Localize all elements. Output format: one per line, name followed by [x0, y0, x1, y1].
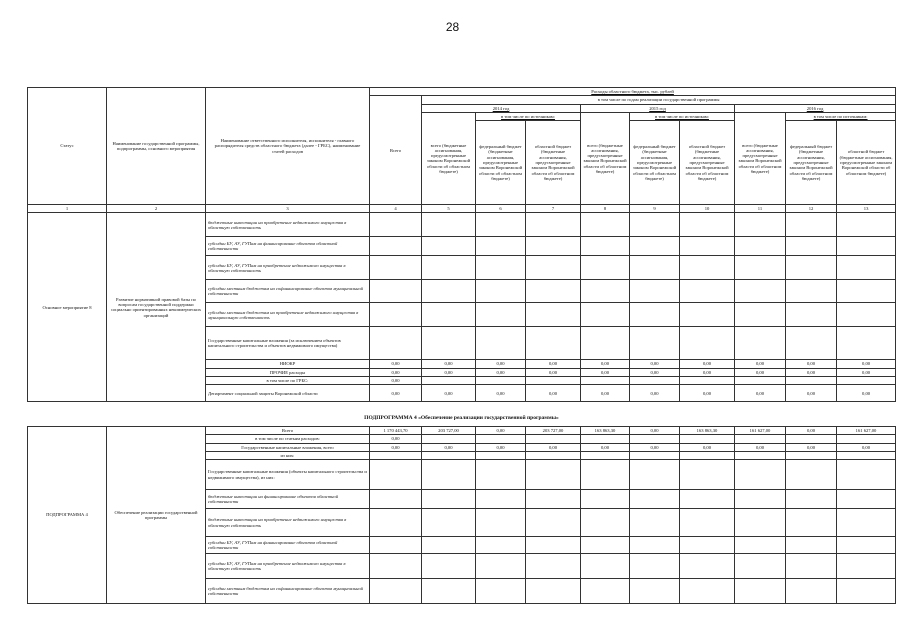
table-cell	[735, 327, 786, 360]
col-num: 6	[476, 205, 526, 213]
table-cell	[735, 579, 786, 604]
col-num: 2	[107, 205, 206, 213]
table-cell: 1 170 443,70	[370, 427, 422, 435]
expense-item: субсидии местным бюджетам на приобретение недвижимого имущества в муниципальную собственность	[206, 303, 370, 327]
table-cell	[526, 280, 581, 303]
table-cell: 0,00	[630, 368, 680, 376]
table-cell	[422, 237, 476, 256]
table-cell: 0,00	[837, 360, 896, 368]
col-num: 12	[786, 205, 837, 213]
table-cell	[370, 280, 422, 303]
table-cell	[630, 327, 680, 360]
table-cell	[680, 537, 735, 554]
table-cell	[735, 280, 786, 303]
table-cell: 0,00	[630, 385, 680, 402]
table-cell: 163 863,30	[680, 427, 735, 435]
table-cell	[735, 256, 786, 280]
table-cell	[735, 490, 786, 509]
header-sources: в том числе по источникам:	[476, 112, 581, 120]
table-cell: 0,00	[581, 385, 630, 402]
table-cell: 0,00	[735, 443, 786, 451]
expense-item: Государственные капитальные вложения (объекты капитального строительства и недвижимого имущества), из них:	[206, 460, 370, 490]
table-cell	[370, 256, 422, 280]
table-cell	[581, 376, 630, 384]
table-cell: 0,00	[786, 385, 837, 402]
table-cell	[526, 554, 581, 579]
table-cell	[422, 303, 476, 327]
expense-item: бюджетные инвестиции на приобретение недвижимого имущества в областную собственность	[206, 213, 370, 237]
table-cell	[581, 280, 630, 303]
table-cell: 0,00	[526, 385, 581, 402]
table-cell: 0,00	[630, 427, 680, 435]
table-cell	[422, 490, 476, 509]
table-cell: 203 727,00	[526, 427, 581, 435]
col-num: 11	[735, 205, 786, 213]
table-cell	[370, 327, 422, 360]
table-cell	[680, 490, 735, 509]
table-cell	[680, 460, 735, 490]
row-label: ПРОЧИЕ расходы	[206, 368, 370, 376]
table-cell	[422, 460, 476, 490]
table-cell	[680, 256, 735, 280]
table-cell	[680, 327, 735, 360]
table-cell	[680, 435, 735, 443]
table-cell	[476, 451, 526, 459]
table-cell: 0,00	[837, 443, 896, 451]
header-col-fed: федеральный бюджет (бюджетные ассигнования, предусмотренные законом Воронежской области об областном бюджете)	[786, 121, 837, 205]
table-cell	[526, 537, 581, 554]
header-year-2014: 2014 год	[422, 104, 581, 112]
table-cell: 0,00	[526, 360, 581, 368]
table-cell	[422, 327, 476, 360]
table-cell	[422, 537, 476, 554]
header-executor: Наименование ответственного исполнителя, исполнителя - главного распорядителя средств областного бюджета (далее - ГРБС), наименование статей расходов	[206, 88, 370, 205]
row-label: Департамент социальной защиты Воронежской области	[206, 385, 370, 402]
expense-item: Государственные капитальные вложения (за исключением объектов капитального строительства и объектов недвижимого имущества)	[206, 327, 370, 360]
table-cell: 0,00	[786, 443, 837, 451]
header-total: Всего	[370, 96, 422, 205]
table-cell	[837, 256, 896, 280]
table-cell	[476, 537, 526, 554]
header-col-reg: областной бюджет (бюджетные ассигнования, предусмотренные законом Воронежской области об областном бюджете)	[837, 121, 896, 205]
table-cell	[581, 451, 630, 459]
table-cell	[837, 327, 896, 360]
table-row	[28, 88, 896, 96]
table-cell	[786, 435, 837, 443]
table-cell	[680, 451, 735, 459]
table-cell	[786, 451, 837, 459]
table-cell	[422, 256, 476, 280]
table-cell	[680, 213, 735, 237]
table-cell	[786, 303, 837, 327]
table-cell: 161 627,00	[837, 427, 896, 435]
table-cell	[735, 537, 786, 554]
table-cell	[680, 376, 735, 384]
table-cell: 0,00	[476, 427, 526, 435]
header-col-reg: областной бюджет (бюджетные ассигнования, предусмотренные законом Воронежской области об областном бюджете)	[680, 121, 735, 205]
table-cell	[735, 460, 786, 490]
table-cell: 0,00	[630, 443, 680, 451]
header-expenses: Расходы областного бюджета, тыс. рублей	[370, 88, 896, 96]
row-label: Государственные капитальные вложения, всего	[206, 443, 370, 451]
table-cell	[370, 554, 422, 579]
table-cell	[837, 303, 896, 327]
header-sources: в том числе по источникам:	[786, 112, 896, 120]
table-cell: 0,00	[581, 443, 630, 451]
table-cell	[526, 256, 581, 280]
section-status: Основное мероприятие 8	[28, 213, 107, 402]
table-cell: 0,00	[422, 385, 476, 402]
table-cell: 0,00	[370, 435, 422, 443]
table-cell: 0,00	[581, 360, 630, 368]
table-cell	[581, 435, 630, 443]
table-cell: 0,00	[786, 360, 837, 368]
table-cell	[680, 579, 735, 604]
col-num: 10	[680, 205, 735, 213]
table-cell	[476, 435, 526, 443]
section-name: Обеспечение реализации государственной программы	[107, 427, 206, 604]
table-cell	[476, 256, 526, 280]
col-num: 9	[630, 205, 680, 213]
table-cell: 0,00	[476, 443, 526, 451]
table-cell: 0,00	[680, 368, 735, 376]
expense-item: бюджетные инвестиции на приобретение недвижимого имущества в областную собственность	[206, 509, 370, 537]
table-cell	[581, 256, 630, 280]
table-cell: 0,00	[735, 360, 786, 368]
row-label: НИОКР	[206, 360, 370, 368]
table-cell: 0,00	[370, 385, 422, 402]
table-cell: 163 863,30	[581, 427, 630, 435]
table-cell	[476, 490, 526, 509]
table-cell	[581, 554, 630, 579]
table-cell	[526, 327, 581, 360]
table-cell	[370, 237, 422, 256]
table-cell	[476, 509, 526, 537]
table-cell	[581, 509, 630, 537]
table-cell	[476, 460, 526, 490]
table-cell	[680, 509, 735, 537]
table-cell	[476, 376, 526, 384]
table-cell	[630, 237, 680, 256]
table-cell	[581, 327, 630, 360]
table-cell: 0,00	[786, 368, 837, 376]
table-cell	[630, 213, 680, 237]
header-status: Статус	[28, 88, 107, 205]
table-cell: 0,00	[526, 368, 581, 376]
table-cell: 0,00	[630, 360, 680, 368]
table-cell: 0,00	[370, 443, 422, 451]
table-cell: 0,00	[476, 360, 526, 368]
table-cell	[476, 280, 526, 303]
table-cell	[786, 460, 837, 490]
table-cell	[476, 327, 526, 360]
table-cell	[476, 554, 526, 579]
table-cell	[837, 237, 896, 256]
table-cell	[786, 537, 837, 554]
expense-item: бюджетные инвестиции на финансирование объектов областной собственности	[206, 490, 370, 509]
table-cell	[630, 256, 680, 280]
table-cell	[630, 490, 680, 509]
table-cell: 0,00	[370, 368, 422, 376]
table-cell	[526, 509, 581, 537]
expense-item: субсидии БУ, АУ, ГУПам на финансирование объектов областной собственности	[206, 237, 370, 256]
table-cell	[735, 435, 786, 443]
table-cell: 0,00	[680, 385, 735, 402]
table-cell	[837, 460, 896, 490]
table-cell	[837, 451, 896, 459]
header-col-fed: федеральный бюджет (бюджетные ассигнования, предусмотренные законом Воронежской области об областном бюджете)	[630, 121, 680, 205]
table-cell	[786, 256, 837, 280]
table-cell	[630, 509, 680, 537]
header-col-all: всего (бюджетные ассигнования, предусмотренные законом Воронежской области об областном бюджете)	[735, 112, 786, 204]
table-cell: 0,00	[680, 443, 735, 451]
page-number: 28	[445, 20, 460, 34]
table-cell	[370, 509, 422, 537]
table-cell	[581, 490, 630, 509]
table-cell: 0,00	[370, 376, 422, 384]
col-num: 13	[837, 205, 896, 213]
table-cell	[630, 537, 680, 554]
table-cell	[630, 460, 680, 490]
table-cell	[735, 509, 786, 537]
table-cell	[581, 237, 630, 256]
table-cell	[581, 303, 630, 327]
section-status: ПОДПРОГРАММА 4	[28, 427, 107, 604]
table-cell	[370, 490, 422, 509]
col-num: 7	[526, 205, 581, 213]
table-cell	[786, 579, 837, 604]
row-label: Всего	[206, 427, 370, 435]
table-cell	[476, 303, 526, 327]
table-cell	[786, 327, 837, 360]
table-cell	[370, 213, 422, 237]
table-cell	[422, 435, 476, 443]
col-num: 1	[28, 205, 107, 213]
column-numbers-row	[28, 205, 896, 213]
table-row	[28, 213, 896, 237]
table-cell	[837, 490, 896, 509]
table-cell	[526, 376, 581, 384]
table-cell	[837, 537, 896, 554]
table-cell	[370, 460, 422, 490]
table-cell	[526, 490, 581, 509]
table-cell	[735, 451, 786, 459]
table-cell: 0,00	[837, 385, 896, 402]
table-cell	[370, 579, 422, 604]
table-cell: 0,00	[476, 385, 526, 402]
row-label: из них:	[206, 451, 370, 459]
expense-item: субсидии БУ, АУ, ГУПам на приобретение недвижимого имущества в областную собственность	[206, 554, 370, 579]
table-cell	[786, 554, 837, 579]
header-col-fed: федеральный бюджет (бюджетные ассигнования, предусмотренные законом Воронежской области об областном бюджете)	[476, 121, 526, 205]
section-name: Развитие нормативной правовой базы по вопросам государственной поддержки социально ориентированных некоммерческих организаций	[107, 213, 206, 402]
subprogram-title: ПОДПРОГРАММА 4 «Обеспечение реализации государственной программы»	[364, 414, 559, 421]
col-num: 5	[422, 205, 476, 213]
table-cell: 0,00	[581, 368, 630, 376]
table-cell	[630, 280, 680, 303]
table-cell	[526, 460, 581, 490]
table-cell	[837, 376, 896, 384]
header-year-2015: 2015 год	[581, 104, 735, 112]
table-cell	[837, 280, 896, 303]
header-year-2016: 2016 год	[735, 104, 896, 112]
header-sources: в том числе по источникам:	[630, 112, 735, 120]
expense-item: субсидии местным бюджетам на софинансирование объектов муниципальной собственности	[206, 280, 370, 303]
table-cell	[422, 579, 476, 604]
table-cell: 0,00	[680, 360, 735, 368]
expense-item: субсидии БУ, АУ, ГУПам на приобретение недвижимого имущества в областную собственность	[206, 256, 370, 280]
table-cell: 0,00	[526, 443, 581, 451]
table-cell	[476, 213, 526, 237]
table-cell	[630, 303, 680, 327]
table-cell	[630, 435, 680, 443]
table-cell	[786, 280, 837, 303]
budget-table-top	[27, 87, 896, 402]
table-cell	[581, 579, 630, 604]
table-cell	[837, 554, 896, 579]
table-cell	[526, 303, 581, 327]
table-cell: 0,00	[786, 427, 837, 435]
table-cell	[786, 213, 837, 237]
table-cell: 0,00	[422, 443, 476, 451]
table-cell	[735, 303, 786, 327]
expense-item: субсидии местным бюджетам на софинансирование объектов муниципальной собственности	[206, 579, 370, 604]
table-cell	[735, 376, 786, 384]
row-label: в том числе по ГРБС:	[206, 376, 370, 384]
col-num: 4	[370, 205, 422, 213]
table-cell	[735, 237, 786, 256]
table-cell	[422, 213, 476, 237]
table-cell	[786, 509, 837, 537]
table-cell	[370, 537, 422, 554]
total-row	[28, 427, 896, 435]
table-cell	[680, 303, 735, 327]
table-cell	[735, 554, 786, 579]
table-cell	[630, 451, 680, 459]
table-cell	[786, 376, 837, 384]
table-cell	[581, 460, 630, 490]
budget-table-bottom	[27, 426, 896, 604]
table-cell	[370, 451, 422, 459]
table-cell	[837, 213, 896, 237]
table-cell	[581, 537, 630, 554]
table-cell	[526, 579, 581, 604]
table-cell	[837, 509, 896, 537]
table-cell	[526, 451, 581, 459]
table-cell: 203 727,00	[422, 427, 476, 435]
table-cell: 0,00	[422, 368, 476, 376]
table-cell	[370, 303, 422, 327]
table-cell: 0,00	[370, 360, 422, 368]
table-cell	[422, 554, 476, 579]
header-col-all: всего (бюджетные ассигнования, предусмотренные законом Воронежской области об областном бюджете)	[581, 112, 630, 204]
header-name: Наименование государственной программы, подпрограммы, основного мероприятия	[107, 88, 206, 205]
header-col-all: всего (бюджетные ассигнования, предусмотренные законом Воронежской области об областном бюджете)	[422, 112, 476, 204]
table-cell	[680, 554, 735, 579]
table-cell: 0,00	[837, 368, 896, 376]
table-cell: 0,00	[735, 385, 786, 402]
table-cell: 0,00	[476, 368, 526, 376]
table-cell	[476, 237, 526, 256]
row-label: в том числе по статьям расходов:	[206, 435, 370, 443]
table-cell	[476, 579, 526, 604]
table-cell	[526, 213, 581, 237]
table-cell: 0,00	[735, 368, 786, 376]
table-cell	[837, 435, 896, 443]
table-cell	[630, 579, 680, 604]
table-cell	[735, 213, 786, 237]
table-cell: 0,00	[422, 360, 476, 368]
header-col-reg: областной бюджет (бюджетные ассигнования, предусмотренные законом Воронежской области об областном бюджете)	[526, 121, 581, 205]
table-cell	[422, 280, 476, 303]
table-cell	[837, 579, 896, 604]
table-cell	[526, 237, 581, 256]
table-cell	[422, 376, 476, 384]
table-cell	[581, 213, 630, 237]
col-num: 3	[206, 205, 370, 213]
table-cell	[422, 509, 476, 537]
table-cell	[786, 490, 837, 509]
table-cell	[422, 451, 476, 459]
table-cell	[680, 280, 735, 303]
table-cell	[526, 435, 581, 443]
table-cell	[786, 237, 837, 256]
table-cell	[680, 237, 735, 256]
col-num: 8	[581, 205, 630, 213]
table-cell	[630, 554, 680, 579]
table-cell	[630, 376, 680, 384]
table-cell: 161 627,00	[735, 427, 786, 435]
header-by-years: в том числе по годам реализации государственной программы	[422, 96, 896, 104]
expense-item: субсидии БУ, АУ, ГУПам на финансирование объектов областной собственности	[206, 537, 370, 554]
